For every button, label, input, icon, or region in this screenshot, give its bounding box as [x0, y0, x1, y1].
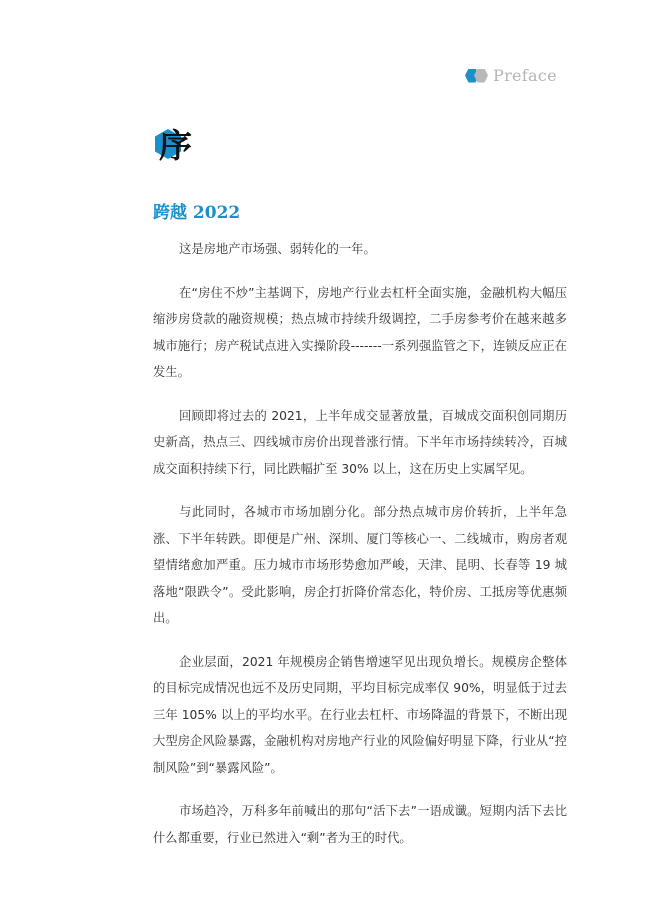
- section-title: 跨越 2022: [153, 203, 241, 223]
- paragraph: 回顾即将过去的 2021，上半年成交显著放量，百城成交面积创同期历史新高，热点三、四线城市房价出现普涨行情。下半年市场持续转冷，百城成交面积持续下行，同比跌幅扩至 30% 以上，这在历史上实属罕见。: [153, 408, 567, 476]
- paragraph: 与此同时，各城市市场加剧分化。部分热点城市房价转折，上半年急涨、下半年转跌。即便是广州、深圳、厦门等核心一、二线城市，购房者观望情绪愈加严重。压力城市市场形势愈加严峻，天津、昆明、长春等 19 城落地“限跌令”。受此影响，房企打折降价常态化，特价房、工抵房等优惠频出。: [153, 505, 567, 625]
- paragraph: 企业层面，2021 年规模房企销售增速罕见出现负增长。规模房企整体的目标完成情况也远不及历史同期，平均目标完成率仅 90%，明显低于过去三年 105% 以上的平均水平。在行业去杠杆、市场降温的背景下，不断出现大型房企风险暴露，金融机构对房地产行业的风险偏好明显下降，行业从“控制风险”到“暴露风险”。: [153, 654, 567, 775]
- paragraph: 在“房住不炒”主基调下，房地产行业去杠杆全面实施，金融机构大幅压缩涉房贷款的融资规模；热点城市持续升级调控，二手房参考价在越来越多城市施行；房产税试点进入实操阶段-------一系列强监管之下，连锁反应正在发生。: [153, 285, 567, 379]
- header-logo: [465, 66, 557, 85]
- paragraph: 这是房地产市场强、弱转化的一年。: [179, 242, 376, 256]
- chapter-char: 序: [159, 126, 192, 165]
- paragraph: 市场趋冷，万科多年前喊出的那句“活下去”一语成谶。短期内活下去比什么都重要，行业已然进入“剩”者为王的时代。: [153, 804, 567, 845]
- header-brand-text: Preface: [493, 66, 557, 85]
- body-text: [153, 236, 567, 868]
- chapter-heading: [153, 126, 193, 166]
- hexagon-logo-icon: [465, 68, 489, 84]
